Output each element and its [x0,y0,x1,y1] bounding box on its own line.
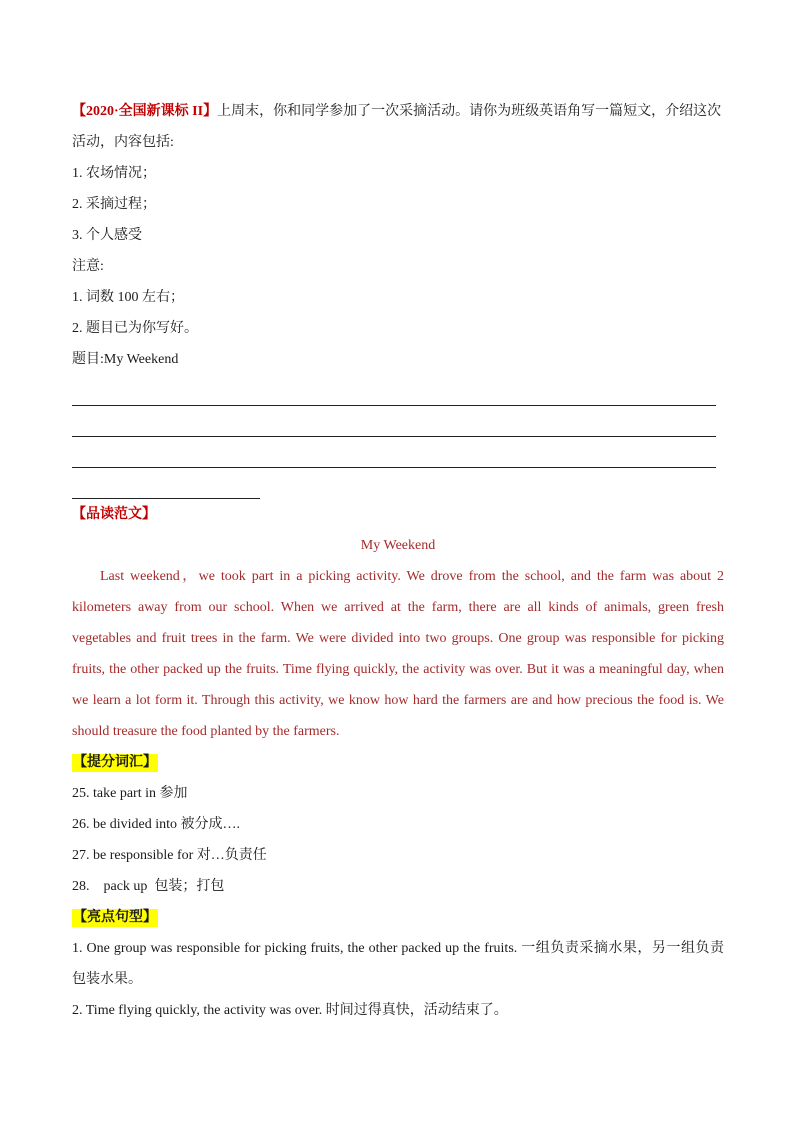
sentences-heading: 【亮点句型】 [73,910,157,925]
worksheet-page [72,96,724,1026]
sentence-item: 1. One group was responsible for picking fruits, the other packed up the fruits. 一组负责采摘水果，另一组负责包装水果。 [72,941,724,987]
prompt-line-1 [72,96,724,127]
vocab-heading-row [72,747,724,778]
answer-rule-short [72,498,260,499]
answer-line-3 [72,437,724,468]
title-line: 题目:My Weekend [72,352,179,367]
essay-heading: 【品读范文】 [72,507,156,522]
notes-label: 注意: [72,259,104,274]
note-2: 2. 题目已为你写好。 [72,321,198,336]
answer-line-1 [72,375,724,406]
essay-body [72,561,724,747]
source-tag: 【2020·全国新课标 II】 [72,104,218,119]
vocab-heading: 【提分词汇】 [73,755,157,770]
essay-title: My Weekend [360,538,436,553]
prompt-line-2: 活动，内容包括: [72,135,174,150]
vocab-item: 27. be responsible for 对…负责任 [72,848,267,863]
vocab-item: 28. pack up 包装；打包 [72,879,225,894]
essay-heading-row [72,499,724,530]
vocab-item: 26. be divided into 被分成…. [72,817,240,832]
answer-line-2 [72,406,724,437]
prompt-point-1: 1. 农场情况； [72,166,156,181]
prompt-point-2: 2. 采摘过程； [72,197,156,212]
vocab-item: 25. take part in 参加 [72,786,188,801]
note-1: 1. 词数 100 左右； [72,290,184,305]
essay-text: Last weekend，we took part in a picking activity. We drove from the school, and the farm was about 2 kilometers away from our school. When we arrived at the farm, there are all kinds of animals, green fresh vegetables and fruit trees in the farm. We were divided into two groups. One group was responsible for picking fruits, the other packed up the fruits. Time flying quickly, the activity was over. But it was a meaningful day, when we learn a lot form it. Through this activity, we know how hard the farmers are and how precious the food is. We should treasure the food planted by the farmers. [72,569,724,739]
answer-line-4 [72,468,724,499]
sentences-heading-row [72,902,724,933]
prompt-text-1: 上周末，你和同学参加了一次采摘活动。请你为班级英语角写一篇短文，介绍这次 [217,104,722,119]
prompt-point-3: 3. 个人感受 [72,228,142,243]
sentence-item: 2. Time flying quickly, the activity was over. 时间过得真快，活动结束了。 [72,1003,508,1018]
